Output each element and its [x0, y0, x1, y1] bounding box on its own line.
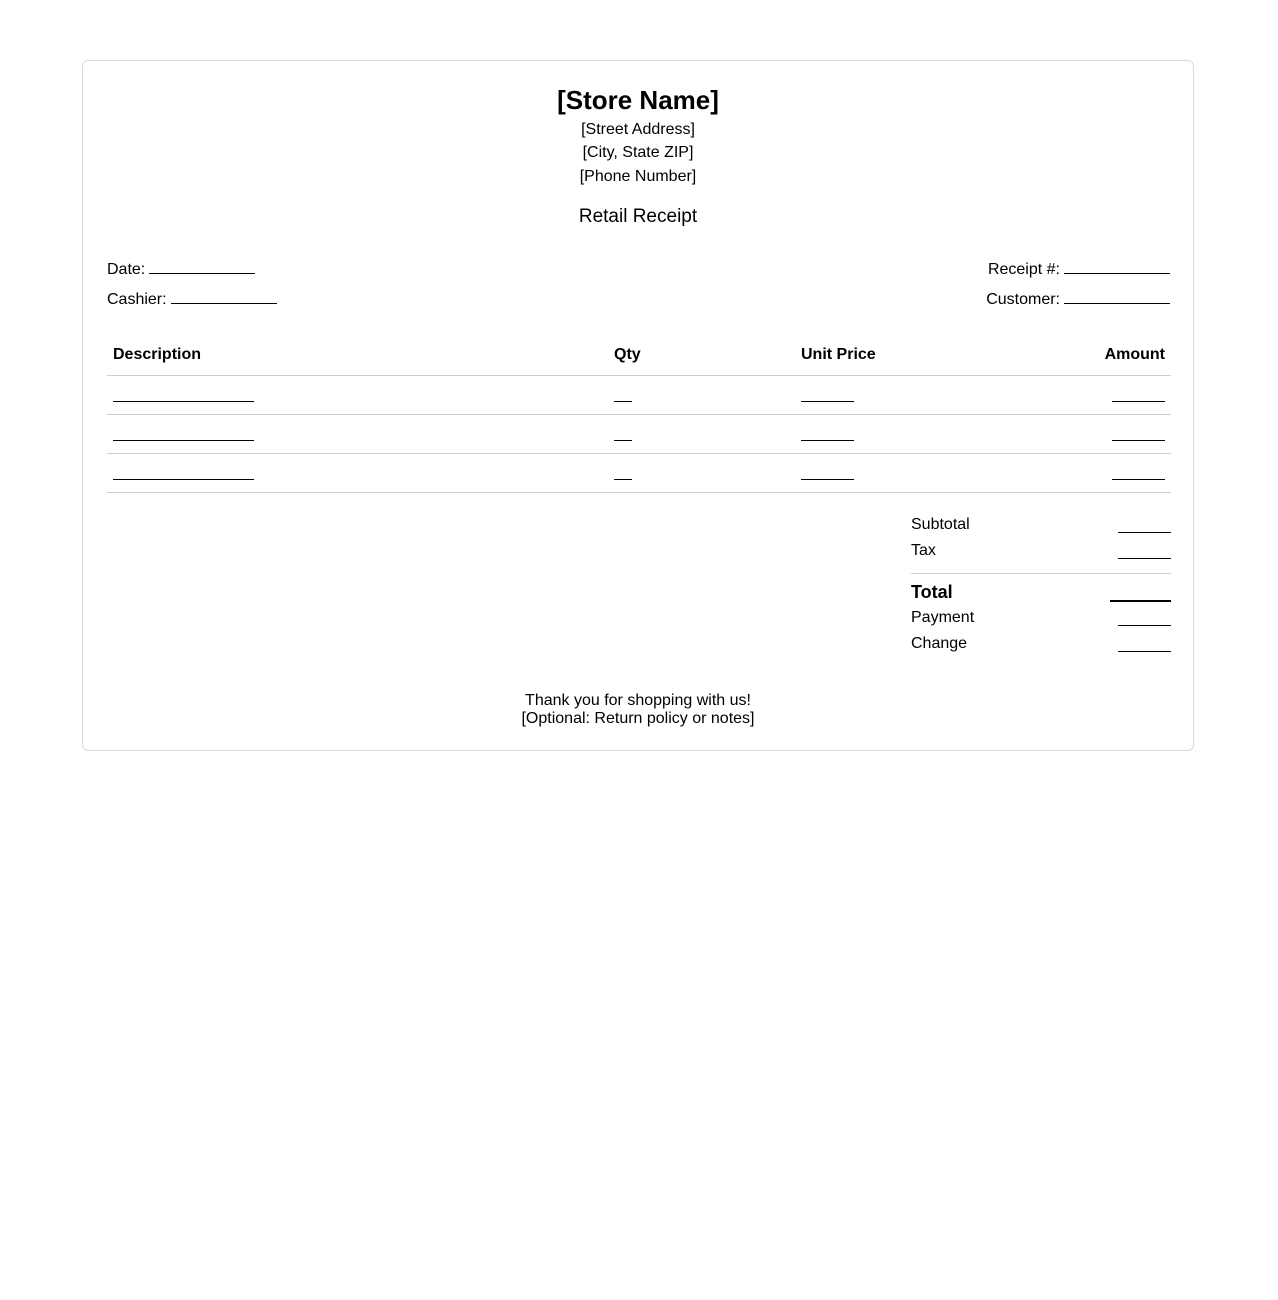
change-label: Change	[911, 635, 968, 652]
totals-divider	[911, 573, 1171, 574]
items-header-row	[107, 333, 1171, 376]
customer-field	[986, 289, 1170, 310]
qty-blank[interactable]	[614, 401, 632, 402]
tax-label: Tax	[911, 542, 936, 559]
unit-price-blank[interactable]	[801, 440, 854, 441]
column-header-unit-price: Unit Price	[801, 346, 876, 363]
receipt-card	[82, 60, 1194, 751]
table-row	[107, 415, 1171, 454]
payment-blank[interactable]	[1118, 625, 1171, 626]
amount-blank[interactable]	[1112, 479, 1165, 480]
tax-row	[911, 537, 1171, 563]
receipt-number-label: Receipt #:	[987, 261, 1060, 278]
amount-blank[interactable]	[1112, 401, 1165, 402]
totals-section	[911, 511, 1171, 656]
subtotal-blank[interactable]	[1118, 532, 1171, 533]
column-header-description: Description	[113, 346, 202, 363]
payment-row	[911, 604, 1171, 630]
city-state-zip: [City, State ZIP]	[582, 144, 694, 161]
total-label: Total	[911, 582, 953, 602]
description-blank[interactable]	[113, 479, 254, 480]
items-table	[107, 333, 1171, 493]
total-row	[911, 578, 1171, 604]
cashier-label: Cashier:	[107, 291, 167, 308]
description-blank[interactable]	[113, 401, 254, 402]
cashier-field	[107, 289, 277, 310]
qty-blank[interactable]	[614, 440, 632, 441]
phone-number: [Phone Number]	[579, 168, 697, 185]
change-row	[911, 630, 1171, 656]
payment-label: Payment	[911, 609, 975, 626]
table-row	[107, 454, 1171, 493]
thank-you-message: Thank you for shopping with us!	[525, 692, 751, 709]
column-header-amount: Amount	[1104, 346, 1165, 363]
subtotal-label: Subtotal	[911, 516, 970, 533]
receipt-number-blank[interactable]	[1064, 259, 1170, 274]
date-label: Date:	[107, 261, 146, 278]
receipt-number-field	[988, 259, 1170, 280]
footer-note: [Optional: Return policy or notes]	[521, 710, 755, 727]
qty-blank[interactable]	[614, 479, 632, 480]
date-field	[107, 259, 255, 280]
customer-blank[interactable]	[1064, 289, 1170, 304]
cashier-blank[interactable]	[171, 289, 277, 304]
unit-price-blank[interactable]	[801, 479, 854, 480]
subtotal-row	[911, 511, 1171, 537]
tax-blank[interactable]	[1118, 558, 1171, 559]
receipt-title: Retail Receipt	[578, 206, 698, 227]
amount-blank[interactable]	[1112, 440, 1165, 441]
total-blank[interactable]	[1110, 600, 1171, 602]
date-blank[interactable]	[149, 259, 255, 274]
street-address: [Street Address]	[581, 121, 695, 138]
description-blank[interactable]	[113, 440, 254, 441]
store-name: [Store Name]	[557, 85, 719, 115]
table-row	[107, 376, 1171, 415]
unit-price-blank[interactable]	[801, 401, 854, 402]
change-blank[interactable]	[1118, 651, 1171, 652]
column-header-qty: Qty	[614, 346, 641, 363]
customer-label: Customer:	[986, 291, 1060, 308]
